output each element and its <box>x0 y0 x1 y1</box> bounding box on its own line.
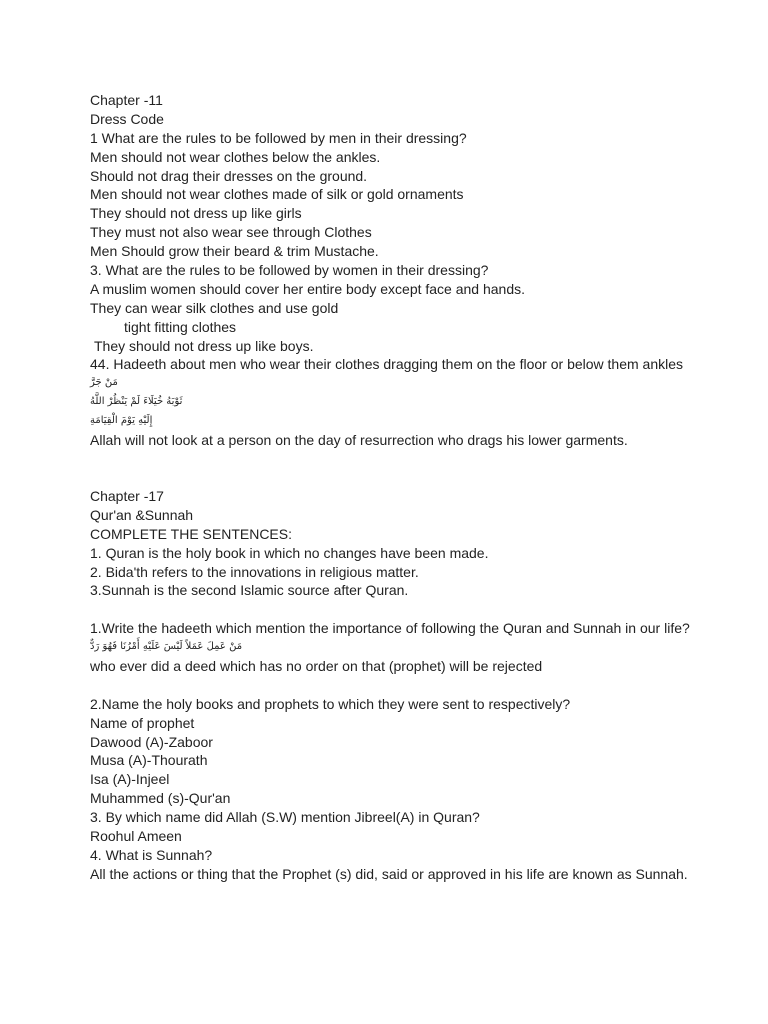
women-rule: tight fitting clothes <box>124 318 237 335</box>
question: 4. What is Sunnah? <box>90 846 213 863</box>
question: 2.Name the holy books and prophets to which they were sent to respectively? <box>90 695 571 712</box>
men-rule: Men should not wear clothes made of silk or gold ornaments <box>90 186 464 203</box>
prophet-book-item: Dawood (A)-Zaboor <box>90 733 213 750</box>
chapter-title: Chapter -17 <box>90 488 164 504</box>
prophet-book-item: Muhammed (s)-Qur'an <box>90 790 231 807</box>
chapter-title: Chapter -11 <box>90 92 163 108</box>
chapter-11-section <box>90 91 690 450</box>
chapter-subtitle: Qur'an &Sunnah <box>90 506 194 523</box>
blank-line <box>90 676 690 695</box>
men-rule: Men should not wear clothes below the ankles. <box>90 148 381 165</box>
sentence: 2. Bida'th refers to the innovations in religious matter. <box>90 563 419 580</box>
section-heading: COMPLETE THE SENTENCES: <box>90 525 293 542</box>
question: 1 What are the rules to be followed by men in their dressing? <box>90 129 467 146</box>
men-rule: They must not also wear see through Clothes <box>90 224 372 241</box>
arabic-hadeeth-line: ثَوْبَهُ خُيَلَاءَ لَمْ يَنْظُرْ اللَّهُ <box>90 396 183 408</box>
women-rule: They should not dress up like boys. <box>94 337 314 354</box>
answer: Roohul Ameen <box>90 828 182 845</box>
sentence: 3.Sunnah is the second Islamic source after Quran. <box>90 582 409 599</box>
prophet-book-item: Isa (A)-Injeel <box>90 771 170 788</box>
arabic-hadeeth-line: مَنْ عَمِلَ عَمَلاً لَيْسَ عَلَيْهِ أَمْرُنَا فَهُوَ رَدٌّ <box>90 641 243 653</box>
chapter-subtitle: Dress Code <box>90 110 164 127</box>
answer: All the actions or thing that the Prophet (s) did, said or approved in his life are known as Sunnah. <box>90 865 688 882</box>
chapter-17-section <box>90 487 690 884</box>
women-rule: A muslim women should cover her entire body except face and hands. <box>90 280 526 297</box>
question: 44. Hadeeth about men who wear their clothes dragging them on the floor or below them ankles <box>90 356 684 373</box>
arabic-hadeeth-line: مَنْ جَرَّ <box>90 377 118 389</box>
men-rule: Men Should grow their beard & trim Mustache. <box>90 243 379 260</box>
blank-line <box>90 600 690 619</box>
sentence: 1. Quran is the holy book in which no changes have been made. <box>90 544 489 561</box>
question: 3. By which name did Allah (S.W) mention Jibreel(A) in Quran? <box>90 809 480 826</box>
women-rule: They can wear silk clothes and use gold <box>90 299 339 316</box>
arabic-hadeeth-line: إِلَيْهِ يَوْمَ الْقِيَامَةِ <box>90 415 153 427</box>
question: 1.Write the hadeeth which mention the importance of following the Quran and Sunnah in our life? <box>90 620 690 637</box>
question: 3. What are the rules to be followed by women in their dressing? <box>90 262 489 279</box>
men-rule: Should not drag their dresses on the ground. <box>90 167 368 184</box>
men-rule: They should not dress up like girls <box>90 205 302 222</box>
answer: Allah will not look at a person on the day of resurrection who drags his lower garments. <box>90 432 628 449</box>
answer: who ever did a deed which has no order on that (prophet) will be rejected <box>90 658 543 675</box>
prophet-book-item: Musa (A)-Thourath <box>90 752 208 769</box>
list-heading: Name of prophet <box>90 714 195 731</box>
